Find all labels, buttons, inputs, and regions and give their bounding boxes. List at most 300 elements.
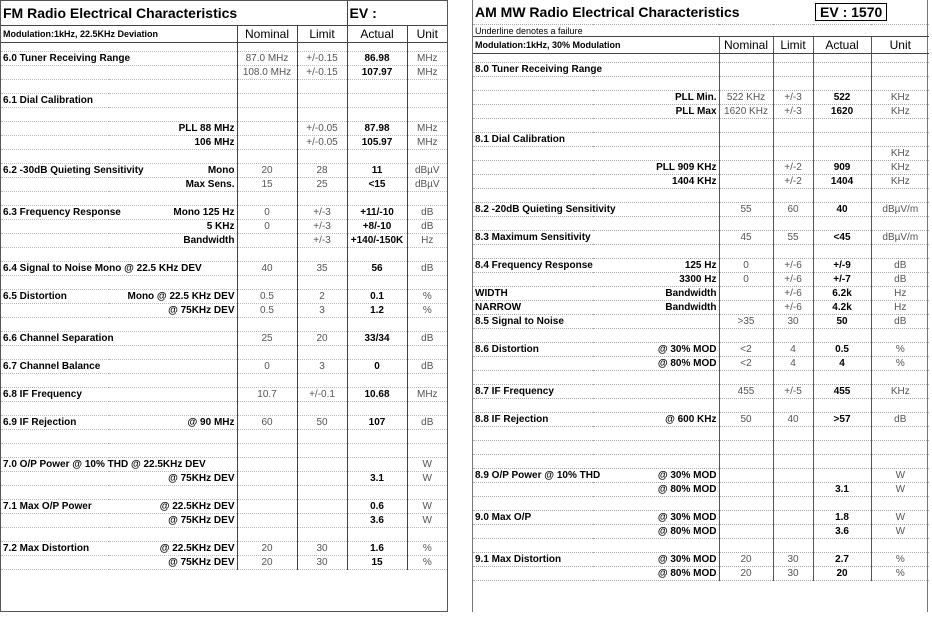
fm-cell-unit: dB [407, 332, 447, 346]
am-empty-cell [719, 329, 773, 343]
am-cell-unit: % [871, 343, 929, 357]
am-cell-condition [593, 315, 719, 329]
fm-spacer-row [1, 430, 447, 444]
fm-empty-cell [109, 402, 237, 416]
am-table-row [473, 343, 929, 357]
fm-cell-nominal: 20 [237, 164, 297, 178]
fm-cell-limit: +/-3 [297, 220, 347, 234]
fm-cell-label [1, 136, 109, 150]
fm-cell-limit: 20 [297, 332, 347, 346]
am-cell-condition: @ 80% MOD [593, 357, 719, 371]
fm-cell-nominal [237, 458, 297, 472]
am-cell-unit: % [871, 553, 929, 567]
fm-cell-limit: +/-0.05 [297, 122, 347, 136]
fm-empty-cell [109, 528, 237, 542]
am-cell-label [473, 147, 593, 161]
fm-empty-cell [237, 248, 297, 262]
am-cell-condition: @ 30% MOD [593, 469, 719, 483]
am-cell-limit: 55 [773, 231, 813, 245]
fm-empty-cell [109, 374, 237, 388]
fm-empty-cell [297, 108, 347, 122]
fm-modulation: Modulation:1kHz, 22.5KHz Deviation [1, 26, 237, 43]
fm-cell-limit: +/-0.1 [297, 388, 347, 402]
fm-empty-cell [1, 150, 109, 164]
fm-cell-label [1, 220, 109, 234]
fm-empty-cell [237, 486, 297, 500]
am-cell-nominal: <2 [719, 357, 773, 371]
am-cell-unit: dB [871, 413, 929, 427]
am-empty-cell [813, 329, 871, 343]
am-cell-nominal: 0 [719, 273, 773, 287]
am-cell-unit: KHz [871, 147, 929, 161]
am-empty-cell [871, 329, 929, 343]
fm-table-row [1, 416, 447, 430]
fm-spacer-row [1, 346, 447, 360]
fm-cell-nominal [237, 94, 297, 108]
am-empty-cell [593, 245, 719, 259]
fm-cell-condition: @ 90 MHz [109, 416, 237, 430]
am-cell-unit: Hz [871, 301, 929, 315]
am-cell-unit: dB [871, 259, 929, 273]
fm-empty-cell [297, 43, 347, 52]
am-empty-cell [593, 54, 719, 63]
fm-table-row [1, 514, 447, 528]
fm-cell-limit [297, 500, 347, 514]
am-spacer-row [473, 441, 929, 455]
am-cell-unit: Hz [871, 287, 929, 301]
am-cell-condition: PLL Min. [593, 91, 719, 105]
am-cell-actual: +/-7 [813, 273, 871, 287]
am-empty-cell [813, 217, 871, 231]
am-spacer-row [473, 455, 929, 469]
fm-empty-cell [407, 80, 447, 94]
fm-cell-actual: 107.97 [347, 66, 407, 80]
fm-table-row [1, 52, 447, 66]
fm-empty-cell [347, 346, 407, 360]
fm-cell-nominal: 15 [237, 178, 297, 192]
fm-spacer-row [1, 318, 447, 332]
am-cell-condition: @ 30% MOD [593, 343, 719, 357]
am-table-row [473, 147, 929, 161]
fm-table-row [1, 458, 447, 472]
am-empty-cell [773, 77, 813, 91]
am-empty-cell [871, 455, 929, 469]
am-empty-cell [473, 455, 593, 469]
am-empty-cell [773, 54, 813, 63]
fm-cell-condition [109, 332, 237, 346]
am-cell-condition: Bandwidth [593, 287, 719, 301]
fm-empty-cell [407, 486, 447, 500]
am-cell-unit: KHz [871, 385, 929, 399]
am-cell-limit [773, 147, 813, 161]
am-empty-cell [719, 497, 773, 511]
fm-empty-cell [407, 444, 447, 458]
am-empty-cell [719, 245, 773, 259]
fm-cell-actual: +8/-10 [347, 220, 407, 234]
fm-table-row [1, 66, 447, 80]
am-cell-limit: +/-6 [773, 301, 813, 315]
fm-empty-cell [237, 528, 297, 542]
am-cell-condition [593, 385, 719, 399]
fm-cell-label [1, 514, 109, 528]
am-empty-cell [473, 54, 593, 63]
am-empty-cell [473, 189, 593, 203]
am-cell-actual: 2.7 [813, 553, 871, 567]
am-empty-cell [593, 77, 719, 91]
am-cell-nominal: 50 [719, 413, 773, 427]
fm-cell-nominal: 0.5 [237, 304, 297, 318]
am-spacer-row [473, 245, 929, 259]
fm-empty-cell [407, 430, 447, 444]
fm-cell-nominal: 0 [237, 220, 297, 234]
am-cell-condition [593, 133, 719, 147]
am-empty-cell [473, 217, 593, 231]
am-cell-limit: +/-2 [773, 161, 813, 175]
fm-table-row [1, 360, 447, 374]
fm-cell-nominal: 87.0 MHz [237, 52, 297, 66]
am-cell-unit [871, 63, 929, 77]
fm-cell-actual: 56 [347, 262, 407, 276]
fm-cell-nominal: 40 [237, 262, 297, 276]
fm-table-row [1, 122, 447, 136]
am-empty-cell [871, 54, 929, 63]
fm-empty-cell [237, 444, 297, 458]
fm-table-row [1, 472, 447, 486]
fm-cell-unit: % [407, 304, 447, 318]
fm-title: FM Radio Electrical Characteristics [1, 1, 347, 26]
fm-table-row [1, 136, 447, 150]
fm-cell-label: 6.3 Frequency Response [3, 207, 121, 218]
fm-col-unit: Unit [407, 26, 447, 43]
am-empty-cell [773, 441, 813, 455]
am-empty-cell [871, 539, 929, 553]
fm-cell-nominal: 20 [237, 556, 297, 570]
am-empty-cell [593, 119, 719, 133]
fm-cell-limit: 30 [297, 556, 347, 570]
fm-cell-nominal [237, 500, 297, 514]
am-cell-actual: 3.1 [813, 483, 871, 497]
am-table-row [473, 231, 929, 245]
am-empty-cell [593, 441, 719, 455]
am-spacer-row [473, 77, 929, 91]
fm-cell-unit: % [407, 542, 447, 556]
fm-cell-condition [109, 66, 237, 80]
am-cell-limit [773, 469, 813, 483]
am-cell-limit: +/-3 [773, 91, 813, 105]
fm-empty-cell [297, 192, 347, 206]
fm-cell-unit: dBµV [407, 178, 447, 192]
am-empty-cell [473, 399, 593, 413]
am-spacer-row [473, 189, 929, 203]
fm-empty-cell [109, 430, 237, 444]
am-cell-nominal: 1620 KHz [719, 105, 773, 119]
am-cell-nominal [719, 483, 773, 497]
fm-cell-limit: +/-0.15 [297, 66, 347, 80]
fm-cell-nominal [237, 136, 297, 150]
fm-cell-nominal: 60 [237, 416, 297, 430]
fm-cell-condition: 5 KHz [109, 220, 237, 234]
fm-empty-cell [109, 80, 237, 94]
fm-empty-cell [347, 444, 407, 458]
fm-cell-limit [297, 472, 347, 486]
am-empty-cell [773, 399, 813, 413]
fm-cell-label [1, 178, 109, 192]
am-subtitle: Underline denotes a failure [473, 25, 929, 37]
fm-cell-actual: 0.6 [347, 500, 407, 514]
am-empty-cell [773, 217, 813, 231]
fm-cell-label: 7.0 O/P Power @ 10% THD @ 22.5KHz DEV [3, 459, 206, 470]
am-cell-label: NARROW [473, 301, 593, 315]
fm-cell-unit [407, 94, 447, 108]
fm-characteristics-sheet [0, 0, 448, 612]
fm-table-row [1, 388, 447, 402]
fm-cell-actual: +140/-150K [347, 234, 407, 248]
fm-empty-cell [407, 43, 447, 52]
fm-spacer-row [1, 192, 447, 206]
am-empty-cell [719, 217, 773, 231]
fm-cell-nominal: 0 [237, 360, 297, 374]
am-col-actual: Actual [813, 37, 871, 54]
am-cell-actual: 4.2k [813, 301, 871, 315]
am-cell-label [473, 91, 593, 105]
am-empty-cell [773, 329, 813, 343]
fm-cell-condition: @ 22.5KHz DEV [109, 500, 237, 514]
fm-empty-cell [297, 80, 347, 94]
fm-cell-unit: MHz [407, 388, 447, 402]
am-empty-cell [593, 539, 719, 553]
fm-empty-cell [1, 276, 109, 290]
fm-empty-cell [109, 276, 237, 290]
am-empty-cell [871, 217, 929, 231]
fm-empty-cell [1, 192, 109, 206]
am-cell-label [473, 161, 593, 175]
am-empty-cell [813, 77, 871, 91]
am-spacer-row [473, 427, 929, 441]
am-cell-label [473, 357, 593, 371]
fm-cell-label: 6.1 Dial Calibration [1, 94, 109, 108]
am-cell-label: 8.3 Maximum Sensitivity [473, 231, 593, 245]
am-cell-nominal [719, 301, 773, 315]
fm-empty-cell [237, 318, 297, 332]
fm-empty-cell [407, 318, 447, 332]
fm-empty-cell [1, 486, 109, 500]
fm-cell-label [1, 234, 109, 248]
am-spacer-row [473, 217, 929, 231]
am-empty-cell [593, 427, 719, 441]
fm-empty-cell [237, 430, 297, 444]
am-cell-label: 8.2 -20dB Quieting Sensitivity [475, 204, 616, 215]
am-cell-nominal: 20 [719, 567, 773, 581]
am-empty-cell [719, 119, 773, 133]
am-spacer-row [473, 119, 929, 133]
fm-table-row [1, 304, 447, 318]
fm-cell-label: 6.2 -30dB Quieting Sensitivity [3, 165, 144, 176]
am-cell-condition [593, 147, 719, 161]
fm-empty-cell [347, 248, 407, 262]
fm-table-row [1, 332, 447, 346]
am-empty-cell [719, 189, 773, 203]
am-cell-nominal [719, 287, 773, 301]
am-cell-label: 8.6 Distortion [473, 343, 593, 357]
am-empty-cell [871, 245, 929, 259]
fm-empty-cell [1, 402, 109, 416]
am-empty-cell [473, 245, 593, 259]
am-cell-label: 9.1 Max Distortion [473, 553, 593, 567]
fm-cell-limit: +/-0.15 [297, 52, 347, 66]
fm-cell-actual: 3.1 [347, 472, 407, 486]
fm-table [1, 1, 447, 570]
am-empty-cell [773, 371, 813, 385]
am-cell-unit: KHz [871, 105, 929, 119]
fm-cell-actual: <15 [347, 178, 407, 192]
am-cell-condition: @ 80% MOD [593, 525, 719, 539]
fm-cell-nominal: 108.0 MHz [237, 66, 297, 80]
fm-cell-condition [109, 360, 237, 374]
am-cell-actual: <45 [813, 231, 871, 245]
am-table-row [473, 259, 929, 273]
am-empty-cell [871, 371, 929, 385]
am-cell-limit [773, 483, 813, 497]
am-empty-cell [719, 399, 773, 413]
fm-cell-unit: MHz [407, 122, 447, 136]
fm-col-nominal: Nominal [237, 26, 297, 43]
fm-empty-cell [237, 192, 297, 206]
fm-empty-cell [109, 150, 237, 164]
am-empty-cell [719, 54, 773, 63]
am-cell-actual: 522 [813, 91, 871, 105]
fm-empty-cell [1, 444, 109, 458]
am-cell-limit: 30 [773, 553, 813, 567]
am-spacer-row [473, 399, 929, 413]
am-cell-nominal [719, 469, 773, 483]
am-empty-cell [813, 189, 871, 203]
fm-spacer-row [1, 374, 447, 388]
am-cell-unit: dB [871, 315, 929, 329]
fm-cell-condition: Mono [109, 164, 237, 178]
fm-empty-cell [1, 374, 109, 388]
fm-empty-cell [109, 444, 237, 458]
am-spacer-row [473, 539, 929, 553]
fm-empty-cell [109, 192, 237, 206]
am-table-row [473, 273, 929, 287]
am-cell-limit: 30 [773, 315, 813, 329]
am-cell-condition: @ 30% MOD [593, 511, 719, 525]
am-rows [473, 54, 929, 581]
fm-cell-nominal: 20 [237, 542, 297, 556]
fm-spacer-row [1, 486, 447, 500]
am-cell-condition: @ 80% MOD [593, 483, 719, 497]
fm-empty-cell [297, 346, 347, 360]
am-empty-cell [813, 54, 871, 63]
fm-empty-cell [237, 402, 297, 416]
fm-cell-label: 7.2 Max Distortion [1, 542, 109, 556]
am-empty-cell [719, 455, 773, 469]
fm-table-row [1, 290, 447, 304]
am-table-row [473, 413, 929, 427]
am-empty-cell [773, 245, 813, 259]
fm-empty-cell [347, 318, 407, 332]
am-cell-limit [773, 63, 813, 77]
am-ev-label: EV : 1570 [813, 0, 929, 25]
fm-cell-unit: dB [407, 206, 447, 220]
am-cell-limit: 4 [773, 357, 813, 371]
am-empty-cell [473, 77, 593, 91]
fm-cell-actual: +11/-10 [347, 206, 407, 220]
am-col-unit: Unit [871, 37, 929, 54]
fm-empty-cell [407, 192, 447, 206]
am-empty-cell [813, 441, 871, 455]
am-table-row [473, 385, 929, 399]
am-table-row [473, 161, 929, 175]
am-empty-cell [593, 329, 719, 343]
am-cell-limit: +/-6 [773, 273, 813, 287]
am-cell-nominal [719, 525, 773, 539]
am-cell-limit: +/-3 [773, 105, 813, 119]
am-cell-condition: @ 600 KHz [593, 413, 719, 427]
am-spacer-row [473, 54, 929, 63]
fm-empty-cell [1, 430, 109, 444]
am-cell-actual: 3.6 [813, 525, 871, 539]
am-cell-actual: 50 [813, 315, 871, 329]
fm-table-row [1, 206, 447, 220]
fm-table-row [1, 500, 447, 514]
am-cell-label [473, 273, 593, 287]
fm-cell-nominal [237, 514, 297, 528]
am-empty-cell [871, 427, 929, 441]
fm-cell-condition: @ 75KHz DEV [109, 472, 237, 486]
am-cell-label [473, 105, 593, 119]
fm-spacer-row [1, 150, 447, 164]
am-cell-condition: @ 80% MOD [593, 567, 719, 581]
am-col-limit: Limit [773, 37, 813, 54]
fm-cell-unit: W [407, 514, 447, 528]
fm-empty-cell [1, 528, 109, 542]
fm-table-row [1, 94, 447, 108]
am-empty-cell [773, 189, 813, 203]
am-cell-unit: dBµV/m [871, 203, 929, 217]
am-cell-nominal: 55 [719, 203, 773, 217]
am-cell-label: 8.8 IF Rejection [473, 413, 593, 427]
am-empty-cell [871, 189, 929, 203]
am-empty-cell [871, 77, 929, 91]
am-cell-unit: KHz [871, 161, 929, 175]
fm-empty-cell [347, 374, 407, 388]
am-empty-cell [473, 119, 593, 133]
am-cell-label: 8.9 O/P Power @ 10% THD [475, 470, 601, 481]
am-empty-cell [719, 539, 773, 553]
am-cell-nominal: >35 [719, 315, 773, 329]
am-cell-label [473, 525, 593, 539]
am-cell-unit: W [871, 525, 929, 539]
fm-cell-label: 6.5 Distortion [1, 290, 109, 304]
am-cell-condition: 1404 KHz [593, 175, 719, 189]
fm-empty-cell [407, 248, 447, 262]
am-empty-cell [773, 455, 813, 469]
fm-empty-cell [347, 486, 407, 500]
am-table-row [473, 105, 929, 119]
fm-cell-unit: dB [407, 220, 447, 234]
am-cell-condition: 125 Hz [593, 259, 719, 273]
am-empty-cell [473, 497, 593, 511]
am-cell-unit: W [871, 511, 929, 525]
fm-cell-condition [109, 388, 237, 402]
fm-col-actual: Actual [347, 26, 407, 43]
fm-cell-actual: 87.98 [347, 122, 407, 136]
am-cell-label: 8.0 Tuner Receiving Range [475, 64, 603, 75]
fm-cell-limit: 30 [297, 542, 347, 556]
fm-cell-limit: 50 [297, 416, 347, 430]
am-cell-nominal [719, 147, 773, 161]
